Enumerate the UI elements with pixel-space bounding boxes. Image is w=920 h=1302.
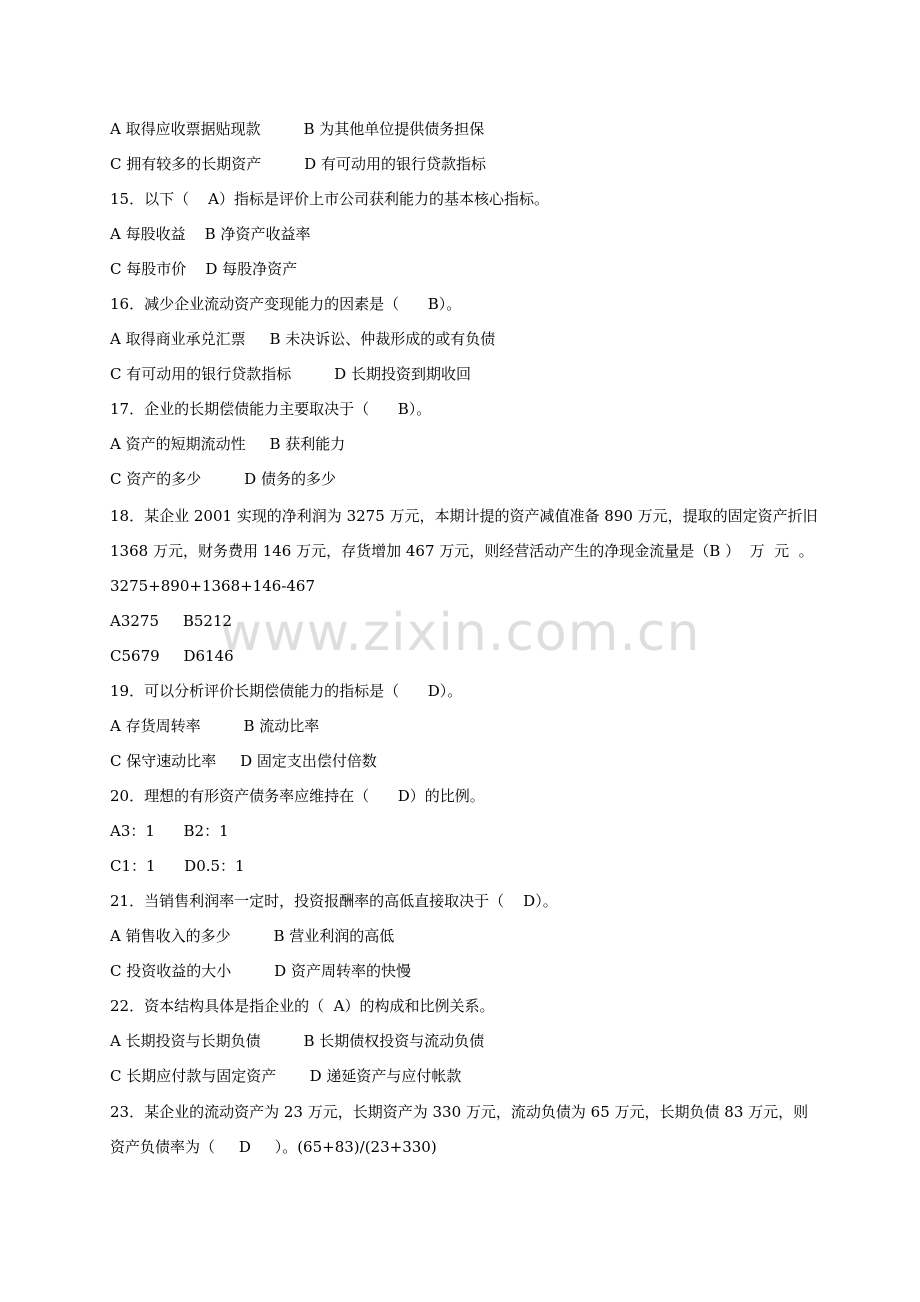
- option-line: C 保守速动比率 D 固定支出偿付倍数: [110, 752, 377, 770]
- option-line: A 每股收益 B 净资产收益率: [110, 225, 311, 243]
- question-line: 20．理想的有形资产债务率应维持在（ D）的比例。: [110, 787, 485, 805]
- option-line: A3：1 B2：1: [110, 822, 229, 840]
- question-line: 19．可以分析评价长期偿债能力的指标是（ D）。: [110, 682, 463, 700]
- watermark: www.zixin.com.cn: [219, 603, 701, 663]
- question-line: 22．资本结构具体是指企业的（ A）的构成和比例关系。: [110, 997, 495, 1015]
- option-line: A3275 B5212: [110, 612, 233, 630]
- question-line: 资产负债率为（ D ）。(65+83)/(23+330): [110, 1138, 437, 1156]
- option-line: A 销售收入的多少 B 营业利润的高低: [110, 927, 395, 945]
- option-line: C 资产的多少 D 债务的多少: [110, 470, 336, 488]
- option-line: C 投资收益的大小 D 资产周转率的快慢: [110, 962, 411, 980]
- question-line: 21．当销售利润率一定时，投资报酬率的高低直接取决于（ D）。: [110, 892, 558, 910]
- option-line: C 长期应付款与固定资产 D 递延资产与应付帐款: [110, 1067, 462, 1085]
- option-line: C 拥有较多的长期资产 D 有可动用的银行贷款指标: [110, 155, 486, 173]
- option-line: A 取得商业承兑汇票 B 未决诉讼、仲裁形成的或有负债: [110, 330, 496, 348]
- question-line: 23．某企业的流动资产为 23 万元，长期资产为 330 万元，流动负债为 65 万元，长期负债 83 万元，则: [110, 1103, 809, 1121]
- option-line: A 长期投资与长期负债 B 长期债权投资与流动负债: [110, 1032, 485, 1050]
- question-line: 1368 万元，财务费用 146 万元，存货增加 467 万元，则经营活动产生的净现金流量是（B ） 万 元 。: [110, 542, 814, 560]
- option-line: C5679 D6146: [110, 647, 234, 665]
- option-line: C1：1 D0.5：1: [110, 857, 245, 875]
- question-line: 18．某企业 2001 实现的净利润为 3275 万元，本期计提的资产减值准备 890 万元，提取的固定资产折旧: [110, 507, 818, 525]
- option-line: A 存货周转率 B 流动比率: [110, 717, 320, 735]
- question-line: 16．减少企业流动资产变现能力的因素是（ B）。: [110, 295, 462, 313]
- question-line: 15．以下（ A）指标是评价上市公司获利能力的基本核心指标。: [110, 190, 549, 208]
- option-line: C 有可动用的银行贷款指标 D 长期投资到期收回: [110, 365, 471, 383]
- question-line: 17．企业的长期偿债能力主要取决于（ B）。: [110, 400, 432, 418]
- option-line: A 取得应收票据贴现款 B 为其他单位提供债务担保: [110, 120, 485, 138]
- option-line: A 资产的短期流动性 B 获利能力: [110, 435, 346, 453]
- option-line: C 每股市价 D 每股净资产: [110, 260, 298, 278]
- formula-line: 3275+890+1368+146-467: [110, 577, 316, 595]
